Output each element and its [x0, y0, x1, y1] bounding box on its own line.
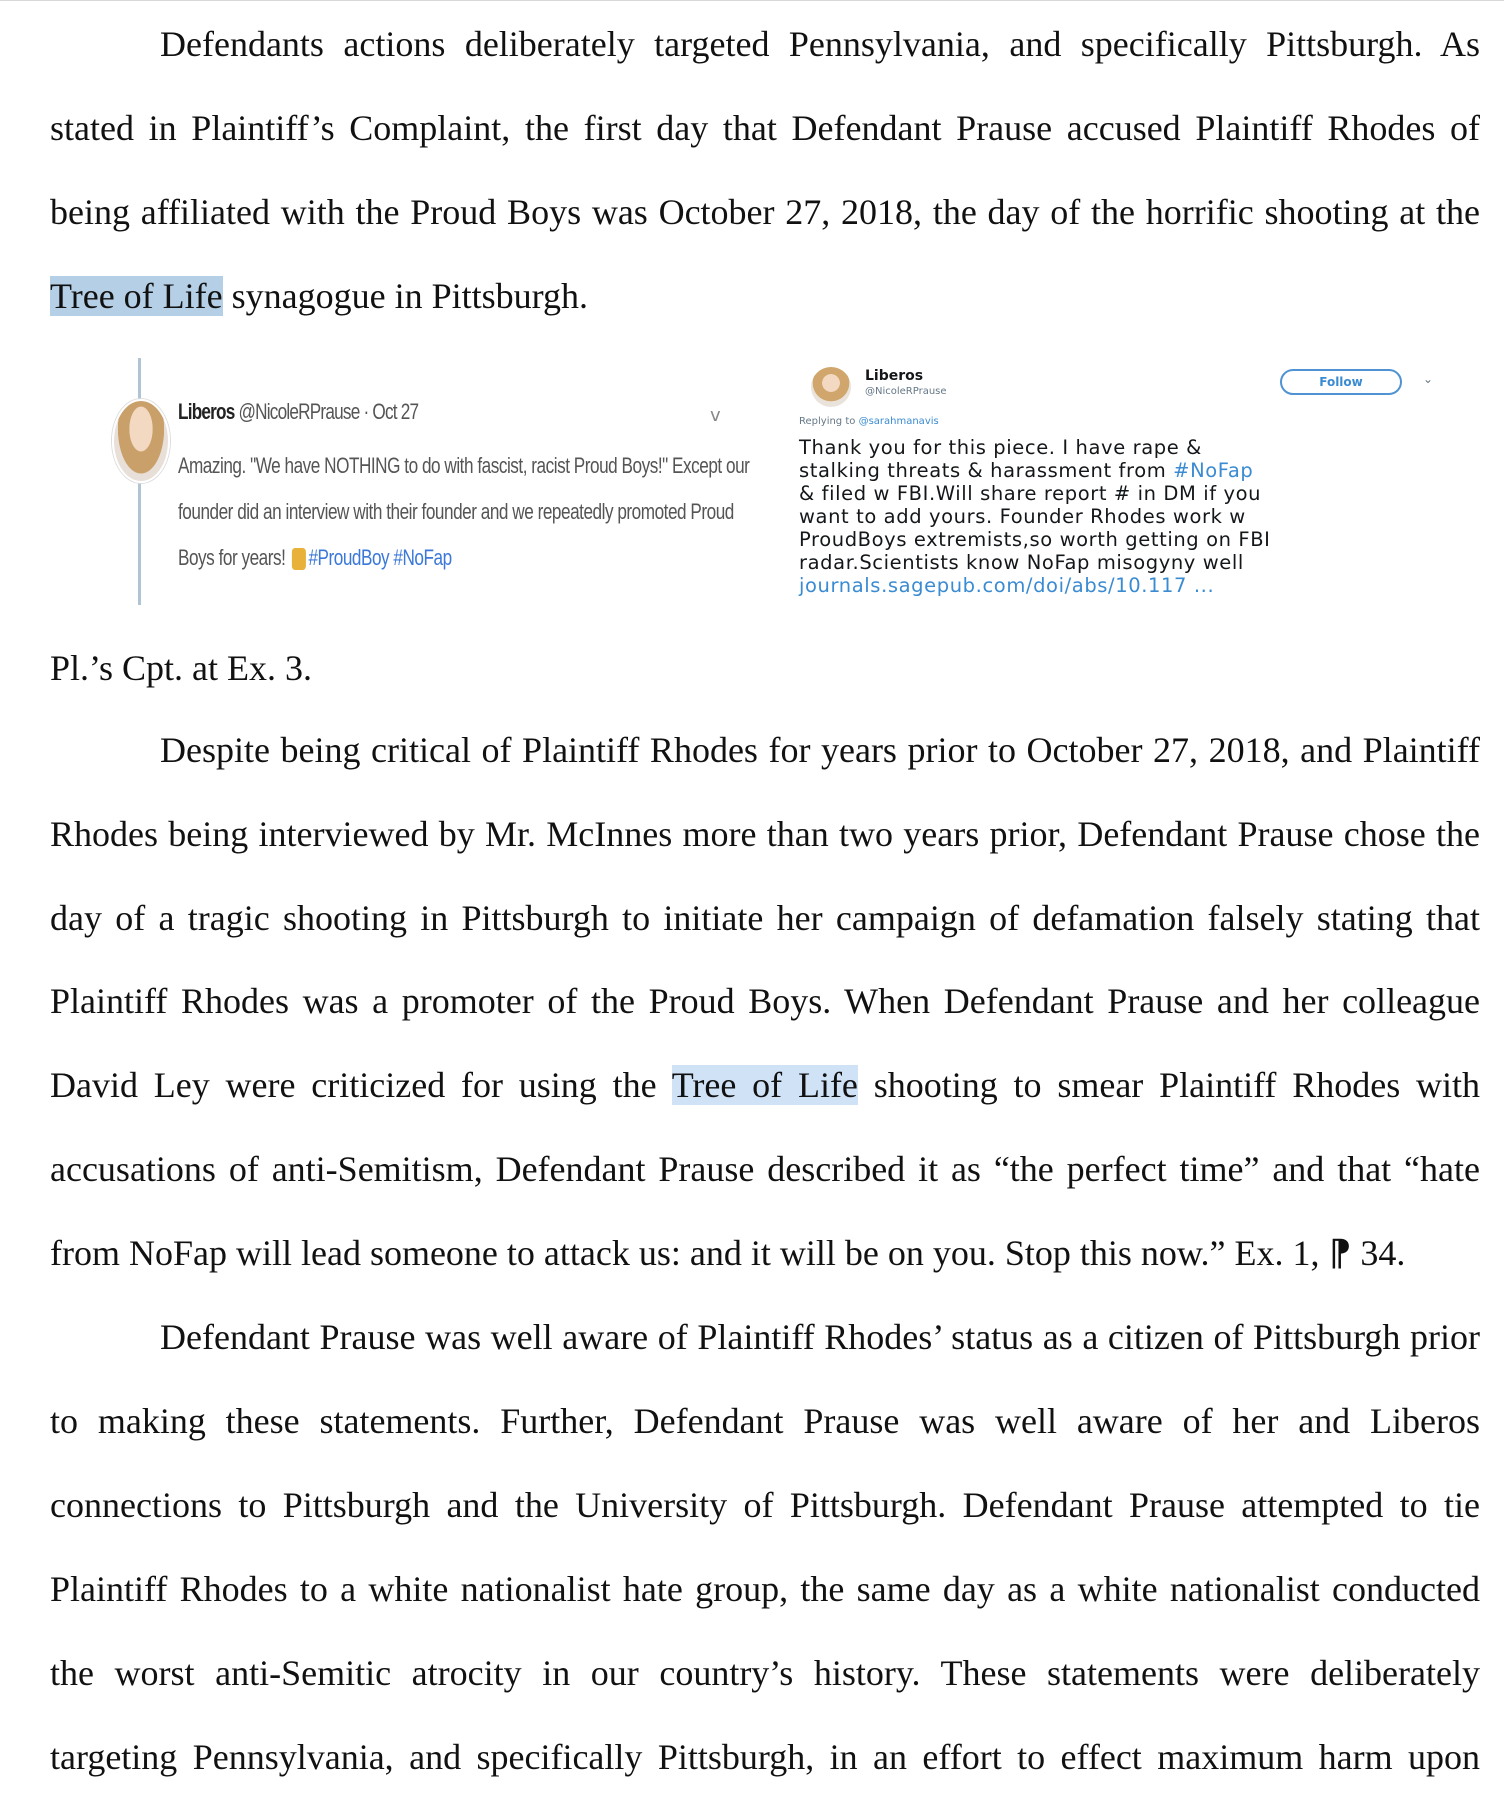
citation: Pl.’s Cpt. at Ex. 3. [50, 648, 313, 688]
paragraph2-line2: Rhodes being interviewed by Mr. McInnes more than two years prior, Defendant Prause chose the [50, 814, 1480, 854]
tweet-link: journals.sagepub.com/doi/abs/10.117 ... [799, 574, 1215, 597]
replying-to [799, 416, 939, 427]
tweet-line: Thank you for this piece. I have rape & [799, 436, 1202, 459]
paragraph2-line6: accusations of anti-Semitism, Defendant Prause described it as “the perfect time” and that “hate [50, 1149, 1480, 1189]
paragraph2-line1: Despite being critical of Plaintiff Rhodes for years prior to October 27, 2018, and Plaintiff [160, 730, 1480, 770]
paragraph1-line4-text: synagogue in Pittsburgh. [222, 276, 588, 316]
paragraph3-line4: Plaintiff Rhodes to a white nationalist hate group, the same day as a white nationalist conducted [50, 1569, 1480, 1609]
tweet-line-text: Boys for years! [178, 545, 290, 570]
emoji-icon [292, 548, 306, 570]
page-top-border [0, 0, 1504, 1]
avatar [112, 399, 170, 483]
tweet-line: radar.Scientists know NoFap misogyny well [799, 551, 1244, 574]
tweet-hashtags: #ProudBoy #NoFap [308, 545, 452, 570]
paragraph2-line5 [50, 1063, 1480, 1107]
tweet-line: Amazing. "We have NOTHING to do with fascist, racist Proud Boys!" Except our [178, 453, 750, 478]
replying-to-handle: @sarahmanavis [858, 416, 939, 427]
replying-prefix: Replying to [799, 416, 859, 427]
tweet-line: & filed w FBI.Will share report # in DM if you [799, 482, 1262, 505]
tweet-line: founder did an interview with their founder and we repeatedly promoted Proud [178, 499, 734, 524]
paragraph2-line5-after: shooting to smear Plaintiff Rhodes with [857, 1065, 1481, 1105]
paragraph2-line4: Plaintiff Rhodes was a promoter of the Proud Boys. When Defendant Prause and her colleague [50, 981, 1480, 1021]
tweet-line [799, 459, 1271, 482]
paragraph1-line4 [50, 274, 588, 318]
tweet-author-name: Liberos [865, 368, 924, 384]
tweet-line: want to add yours. Founder Rhodes work w [799, 505, 1246, 528]
follow-button: Follow [1280, 369, 1402, 395]
paragraph3-line5: the worst anti-Semitic atrocity in our country’s history. These statements were deliberately [50, 1653, 1480, 1693]
tweet-body [799, 436, 1271, 597]
embedded-tweet-left [110, 355, 750, 605]
highlighted-phrase[interactable]: Tree of Life [50, 276, 223, 316]
tweet-author-name: Liberos [178, 399, 235, 424]
tweet-author-handle: @NicoleRPrause [865, 386, 947, 397]
paragraph3-line2: to making these statements. Further, Defendant Prause was well aware of her and Liberos [50, 1401, 1480, 1441]
paragraph2-line3: day of a tragic shooting in Pittsburgh to initiate her campaign of defamation falsely stating that [50, 898, 1480, 938]
tweet-body [178, 443, 750, 581]
avatar [811, 367, 851, 407]
paragraph3-line1: Defendant Prause was well aware of Plaintiff Rhodes’ status as a citizen of Pittsburgh prior [160, 1317, 1480, 1357]
paragraph2-line7: from NoFap will lead someone to attack us: and it will be on you. Stop this now.” Ex. 1, ⁋ 34. [50, 1233, 1406, 1273]
paragraph3-line6: targeting Pennsylvania, and specifically Pittsburgh, in an effort to effect maximum harm upon [50, 1737, 1480, 1777]
tweet-meta: @NicoleRPrause · Oct 27 [234, 399, 419, 424]
chevron-down-icon: v [710, 405, 721, 426]
chevron-down-icon: ⌄ [1423, 372, 1434, 386]
paragraph1-line2: stated in Plaintiff’s Complaint, the first day that Defendant Prause accused Plaintiff Rhodes of [50, 108, 1480, 148]
paragraph1-line1: Defendants actions deliberately targeted Pennsylvania, and specifically Pittsburgh. As [160, 24, 1480, 64]
paragraph2-line5-before: David Ley were criticized for using the [50, 1065, 672, 1105]
tweet-line [178, 535, 646, 581]
tweet-hashtag: #NoFap [1173, 459, 1254, 482]
tweet-line-text: stalking threats & harassment from [799, 459, 1174, 482]
embedded-tweet-right [795, 360, 1455, 600]
tweet-line: ProudBoys extremists,so worth getting on FBI [799, 528, 1271, 551]
tweet-header [178, 399, 418, 425]
paragraph1-line3: being affiliated with the Proud Boys was October 27, 2018, the day of the horrific shooting at the [50, 192, 1480, 232]
paragraph3-line3: connections to Pittsburgh and the University of Pittsburgh. Defendant Prause attempted to tie [50, 1485, 1480, 1525]
highlighted-phrase[interactable]: Tree of Life [671, 1065, 858, 1105]
